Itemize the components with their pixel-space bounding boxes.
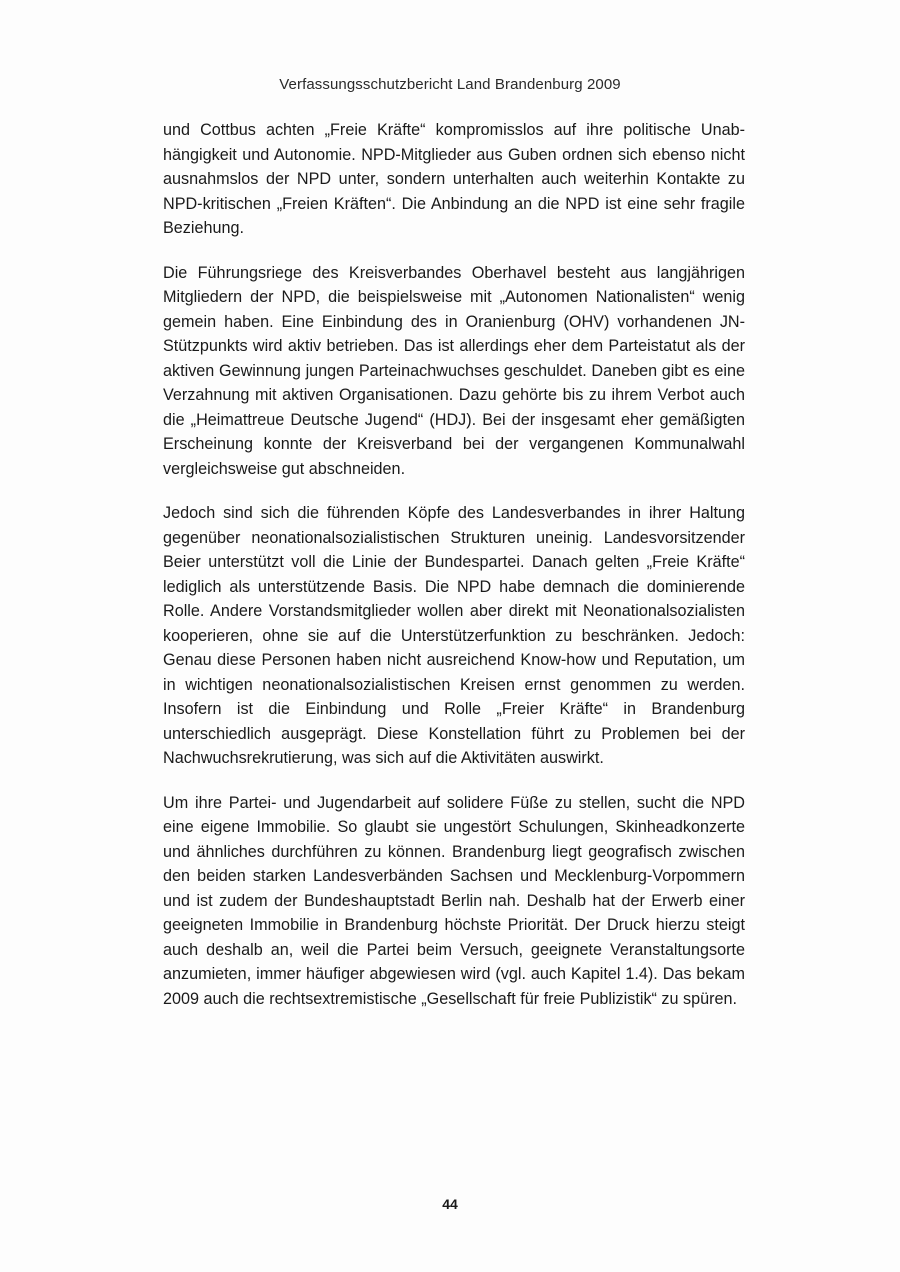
paragraph: Jedoch sind sich die führenden Köpfe des Landesverbandes in ihrer Haltung gegenüber neonationalsozialistischen Strukturen uneinig. Landesvorsitzender Beier unterstützt voll die Linie der Bundespartei. Danach gelten „Freie Kräfte“ lediglich als unterstützende Basis. Die NPD habe demnach die dominierende Rolle. Andere Vorstandsmitglieder wollen aber direkt mit Neonationalsozialisten kooperieren, ohne sie auf die Unterstützerfunktion zu beschränken. Jedoch: Genau diese Personen haben nicht ausreichend Know-how und Reputation, um in wichtigen neonationalsozialistischen Kreisen ernst genommen zu werden. Insofern ist die Einbindung und Rolle „Freier Kräfte“ in Brandenburg unterschiedlich ausgeprägt. Diese Konstellation führt zu Problemen bei der Nachwuchsrekrutierung, was sich auf die Aktivitäten auswirkt. (163, 504, 745, 767)
running-header: Verfassungsschutzbericht Land Brandenburg 2009 (279, 76, 621, 93)
body-text (163, 118, 745, 1031)
paragraph: Die Führungsriege des Kreisverbandes Oberhavel besteht aus langjährigen Mitgliedern der NPD, die beispielsweise mit „Autonomen Nationalisten“ wenig gemein haben. Eine Einbindung des in Oranienburg (OHV) vorhandenen JN-Stützpunkts wird aktiv betrieben. Das ist allerdings eher dem Parteistatut als der aktiven Gewinnung jungen Parteinachwuchses geschuldet. Daneben gibt es eine Verzahnung mit aktiven Organisationen. Dazu gehörte bis zu ihrem Verbot auch die „Heimattreue Deutsche Jugend“ (HDJ). Bei der insgesamt eher gemäßigten Erscheinung konnte der Kreisverband bei der vergangenen Kommunalwahl vergleichsweise gut abschneiden. (163, 263, 745, 478)
page-number: 44 (442, 1196, 458, 1212)
paragraph: Um ihre Partei- und Jugendarbeit auf solidere Füße zu stellen, sucht die NPD eine eigene Immobilie. So glaubt sie ungestört Schulungen, Skinheadkonzerte und ähnliches durchführen zu können. Brandenburg liegt geografisch zwischen den beiden starken Landesverbänden Sachsen und Mecklenburg-Vorpommern und ist zudem der Bundeshauptstadt Berlin nah. Deshalb hat der Erwerb einer geeigneten Immobilie in Brandenburg höchste Priorität. Der Druck hierzu steigt auch deshalb an, weil die Partei beim Versuch, geeignete Veranstaltungsorte anzumieten, immer häufiger abgewiesen wird (vgl. auch Kapitel 1.4). Das bekam 2009 auch die rechtsextremistische „Gesellschaft für freie Publizistik“ zu spüren. (163, 793, 745, 1008)
paragraph: und Cottbus achten „Freie Kräfte“ kompromisslos auf ihre politische Unabhängigkeit und Autonomie. NPD-Mitglieder aus Guben ordnen sich ebenso nicht ausnahmslos der NPD unter, sondern unterhalten auch weiterhin Kontakte zu NPD-kritischen „Freien Kräften“. Die Anbindung an die NPD ist eine sehr fragile Beziehung. (163, 121, 745, 237)
